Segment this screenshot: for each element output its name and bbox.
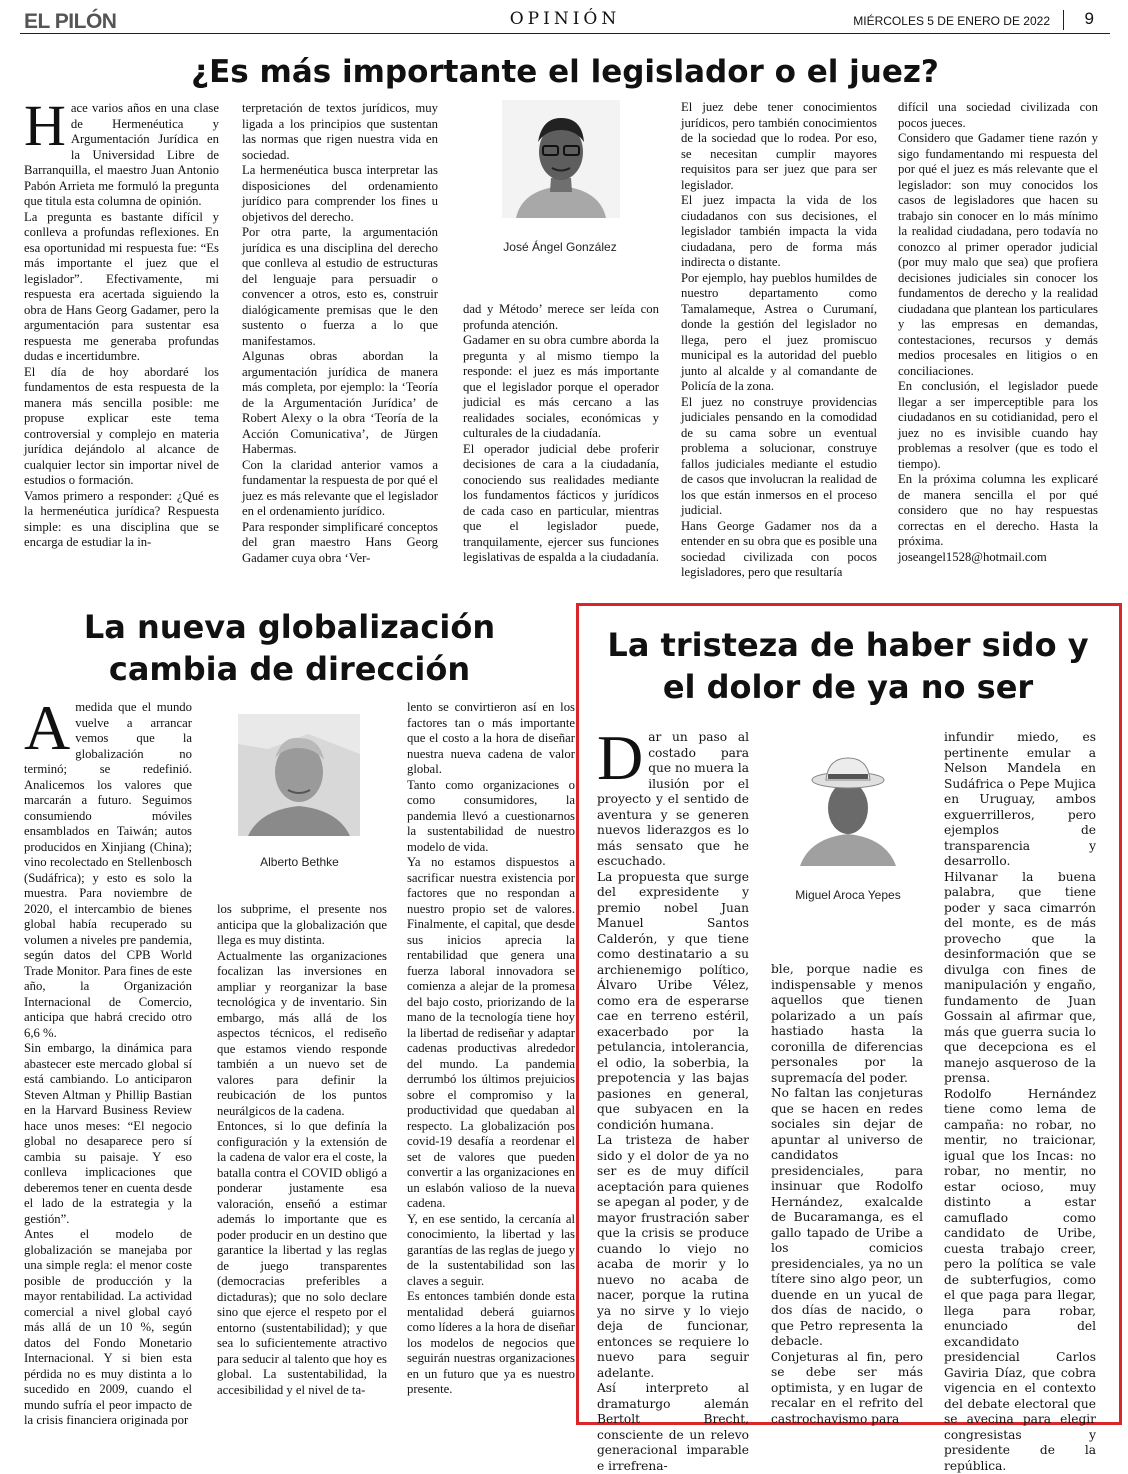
article-2-dropcap: A xyxy=(24,692,71,763)
page-number: 9 xyxy=(1084,9,1094,28)
article-1-column-5 xyxy=(898,100,1098,588)
article-1-column-3 xyxy=(463,302,659,588)
article-3-column-1 xyxy=(597,722,749,1473)
article-2-col2-text: los subprime, el presente nos anticipa que la globalización que llega es muy distinta. Actualmente las organizaciones focalizan las inversiones en ampliar y reorganizar la base tecnológica y de inventario. Sin embargo, más allá de los aspectos técnicos, el rediseño que estamos viendo responde también a un nuevo set de valores para definir la reubicación de los puntos neurálgicos de la cadena. Entonces, si lo que definía la configuración y la extensión de la cadena de valor era el coste, la batalla contra el COVID obligó a ponderar justamente esa valoración, enseñó a estimar además lo importante que es poder producir en un destino que garantice la libertad y las reglas de juego transparentes (democracias preferibles a dictaduras); que no solo declare sino que ejerce el respeto por el entorno (sustentabilidad); y que sea lo suficientemente atractivo para seducir al talento que hoy es global. La sustentabilidad, la accesibilidad y el nivel de ta- xyxy=(217,902,387,1397)
article-2-column-3 xyxy=(407,700,575,1422)
article-3-column-3 xyxy=(944,730,1096,1473)
article-2-col1-text: medida que el mundo vuelve a arrancar vemos que la globalización no terminó; se redefinió. Analicemos los valores que marcarán a futuro. Seguimos consumiendo móviles ensamblados en Taiwán; autos producidos en Xinjiang (China); vino recolectado en Stellenbosch (Sudáfrica); y esto es solo la muestra. Para noviembre de 2020, el intercambio de bienes global había recuperado su volumen a niveles pre pandemia, según datos del CPB World Trade Monitor. Para fines de este año, la Organización Internacional de Comercio, anticipa que habrá crecido otro 6,6 %. Sin embargo, la dinámica para abastecer este mercado global sí está cambiando. Lo anticiparon Steven Altman y Phillip Bastian en la Harvard Business Review hace unos meses: “El negocio global no desaparece pero sí cambia su paisaje. Y eso conlleva implicaciones que deberemos tener en cuenta desde el lado de la estrategia y la gestión”. Antes el modelo de globalización se manejaba por una simple regla: el menor coste posible de producción y la mayor rentabilidad. La actividad comercial a nivel global cayó más allá de un 10 %, según datos del Fondo Monetario Internacional. Y si bien esta pérdida no es muy distinta a lo sucedido en 2009, cuando el mundo sufría el peor impacto de la crisis financiera originada por xyxy=(24,700,192,1427)
article-2-author-photo xyxy=(238,714,360,836)
article-2-column-2 xyxy=(217,902,387,1422)
article-1-column-4 xyxy=(681,100,877,588)
article-3-col3-text: infundir miedo, es pertinente emular a Nelson Mandela en Sudáfrica o Pepe Mujica en Uruguay, ambos exguerrilleros, pero ejemplos de transparencia y desarrollo. Hilvanar la buena palabra, que tiene poder y saca cimarrón del monte, es de más provecho que la desinformación que se divulga con fines de manipulación y engaño, fundamento de Juan Gossain al afirmar que, más que guerra sucia lo que decepciona es el manejo asqueroso de la prensa. Rodolfo Hernández tiene como lema de campaña: no robar, no mentir, no traicionar, igual que los Incas: no robar, no mentir, no estar ocioso, muy distinto a estar camuflado como candidato de Uribe, cuesta trabajo creer, pero la política se vale de subterfugios, como el que paga para llegar, llega para robar, enunciado del excandidato presidencial Carlos Gaviria Díaz, que cobra vigencia en el contexto del debate electoral que se avecina para elegir congresistas y presidente de la república. xyxy=(944,730,1096,1473)
article-1-author-photo xyxy=(502,100,620,218)
masthead xyxy=(20,8,1110,34)
article-3-author-photo xyxy=(788,746,908,866)
newspaper-logo[interactable]: EL PILÓN xyxy=(24,10,117,33)
article-1-author-name: José Ángel González xyxy=(503,240,617,254)
article-2-col3-text: lento se convirtieron así en los factores tan o más importante que el costo a la hora de diseñar nuestra nueva cadena de valor global. Tanto como organizaciones o como consumidores, la pandemia llevó a cuestionarnos la sustentabilidad de nuestro modelo de vida. Ya no estamos dispuestos a sacrificar nuestra existencia por factores que no respondan a nuestro propio set de valores. Finalmente, el capital, que desde sus inicios aprecia la rentabilidad que genera una fuerza laboral innovadora se comienza a alejar de la promesa del bajo costo, priorizando de la mano de la tecnología tiene hoy la libertad de rediseñar y adaptar cadenas productivas alrededor del mundo. La pandemia derrumbó los últimos prejuicios sobre el compromiso y la productividad que quedaban al respecto. La globalización pos covid-19 desafía a reordenar el set de valores que pueden convertir a las organizaciones en un eslabón valioso de la nueva cadena. Y, en ese sentido, la cercanía al conocimiento, la libertad y las garantías de las reglas de juego y de la sustentabilidad son las claves a seguir. Es entonces también donde esta mentalidad deberá guiarnos como líderes a la hora de diseñar los modelos de negocios que seguirán nuestras organizaciones en un futuro que ya es nuestro presente. xyxy=(407,700,575,1396)
article-3-title: La tristeza de haber sido y el dolor de ya no ser xyxy=(607,626,1089,706)
article-3-author-name: Miguel Aroca Yepes xyxy=(795,888,901,902)
date-line: MIÉRCOLES 5 DE ENERO DE 2022 xyxy=(853,14,1050,28)
article-2-title: La nueva globalización cambia de dirección xyxy=(83,608,496,688)
section-title: OPINIÓN xyxy=(509,9,621,29)
article-1-column-1 xyxy=(24,93,219,589)
article-3-dropcap: D xyxy=(597,722,644,793)
article-3-col2-text: ble, porque nadie es indispensable y menos aquellos que tienen polarizado a un país hastiado hasta la coronilla de diferencias personales por la supremacía del poder. No faltan las conjeturas que se hacen en redes sociales sin dejar de apuntar al universo de candidatos presidenciales, para insinuar que Rodolfo Hernández, exalcalde de Bucaramanga, es el gallo tapado de Uribe a los comicios presidenciales, ya no un títere sino algo peor, un duende en un yucal de dos días de nacido, o que Petro representa la debacle. Conjeturas al fin, pero se debe ser más optimista, y en lugar de recalar en el refrito del castrochavismo para xyxy=(771,962,923,1426)
article-1-dropcap: H xyxy=(24,93,66,158)
article-1-col1-text: ace varios años en una clase de Hermenéutica y Argumentación Jurídica en la Universidad Libre de Barranquilla, el maestro Juan Antonio Pabón Arrieta me formuló la pregunta que titula esta columna de opinión. La pregunta es bastante difícil y conlleva a profundas reflexiones. En esa oportunidad mi respuesta fue: “Es más importante el juez que el legislador”. Efectivamente, mi respuesta era acertada siguiendo la obra de Hans Georg Gadamer, pero la argumentación para sustentar esa respuesta me generaba profundas dudas e incertidumbre. El día de hoy abordaré los fundamentos de esta respuesta de la manera más sencilla posible: me propuse explicar este tema controversial y complejo en materia jurídica dejándolo al alcance de cualquier lector sin importar nivel de estudios o formación. Vamos primero a responder: ¿Qué es la hermenéutica jurídica? Respuesta simple: es una disciplina que se encarga de estudiar la in- xyxy=(24,101,219,549)
article-1-column-2 xyxy=(242,101,438,565)
article-1-col5-text: difícil una sociedad civilizada con pocos jueces. Considero que Gadamer tiene razón y sigo fundamentando mi respuesta del por qué el juez es más relevante que el legislador: son muy conocidos los casos de legisladores que hacen su trabajo sin conocer en lo más mínimo la realidad ciudadana, pero todavía no conozco al primer operador judicial (por muy malo que sea) que profiera decisiones judiciales sin conocer los fundamentos de derecho y la realidad ciudadana que plantean los particulares y las empresas en demandas, contestaciones, recursos y demás medios procesales en litigios o en conciliaciones. En conclusión, el legislador puede llegar a ser imperceptible para los ciudadanos en su cotidianidad, pero el juez no es invisible cuando hay problemas a resolver (que es todo el tiempo). En la próxima columna les explicaré de manera sencilla el por qué considero que no hay respuestas correctas en el derecho. Hasta la próxima. joseangel1528@hotmail.com xyxy=(898,100,1098,564)
page-separator xyxy=(1063,10,1064,30)
article-3-col1-text: ar un paso al costado para que no muera la ilusión por el proyecto y el sentido de aventura y se generen nuevos liderazgos es lo más sensato que he escuchado. La propuesta que surge del expresidente y premio nobel Juan Manuel Santos Calderón, y que tiene como destinatario a su archienemigo político, Álvaro Uribe Vélez, como era de esperarse cae en terreno estéril, exacerbado por la petulancia, intolerancia, el odio, la soberbia, la prepotencia y las bajas pasiones en general, que subyacen en la condición humana. La tristeza de haber sido y el dolor de ya no ser es de muy difícil aceptación para quienes se apegan al poder, y de mayor frustración saber que la crisis se produce cuando lo viejo no acaba de morir y lo nuevo no acaba de nacer, porque la rutina ya no sirve y lo viejo deja de funcionar, entonces se requiere lo nuevo para seguir adelante. Así interpreto al dramaturgo alemán Bertolt Brecht, consciente de un relevo generacional imparable e irrefrena- xyxy=(597,730,749,1473)
article-1-col4-text: El juez debe tener conocimientos jurídicos, pero también conocimientos de la sociedad que lo rodea. Por eso, se necesitan cumplir mayores requisitos para ser juez que para ser legislador. El juez impacta la vida de los ciudadanos con sus decisiones, el legislador también impacta la vida ciudadana, pero de forma más indirecta o distante. Por ejemplo, hay pueblos humildes de nuestro departamento como Tamalameque, Astrea o Curumaní, donde la gestión del legislador no llega, pero el juez promiscuo municipal es la autoridad del pueblo junto al alcalde y al comandante de Policía de la zona. El juez no construye providencias judiciales pensando en la comodidad de su cama sobre un eventual problema a solucionar, construye fallos judiciales mediante el estudio de casos que involucran la realidad de los que están inmersos en el proceso judicial. Hans George Gadamer nos da a entender en su obra que es posible una sociedad civilizada con pocos legisladores, pero que resultaría xyxy=(681,100,877,579)
article-1-col2-text: terpretación de textos jurídicos, muy ligada a los principios que sustentan las normas que rigen nuestra vida en sociedad. La hermenéutica busca interpretar las disposiciones del ordenamiento jurídico para comprender los fines u objetivos del derecho. Por otra parte, la argumentación jurídica es una disciplina del derecho que conlleva al estudio de estructuras del lenguaje para persuadir o convencer a otros, esto es, construir dialógicamente premisas que le den sustento o fuerza a lo que manifestamos. Algunas obras abordan la argumentación jurídica de manera más completa, por ejemplo: la ‘Teoría de la Argumentación Jurídica’ de Robert Alexy o la obra ‘Teoría de la Acción Comunicativa’, de Jürgen Habermas. Con la claridad anterior vamos a fundamentar la respuesta de por qué el juez es más relevante que el legislador en el ordenamiento jurídico. Para responder simplificaré conceptos del gran maestro Hans Georg Gadamer cuya obra ‘Ver- xyxy=(242,101,438,565)
article-3-column-2 xyxy=(771,962,923,1426)
article-2-column-1 xyxy=(24,692,192,1427)
article-1-title: ¿Es más importante el legislador o el juez? xyxy=(191,54,939,90)
article-1-col3-text: dad y Método’ merece ser leída con profunda atención. Gadamer en su obra cumbre aborda la pregunta y al mismo tiempo la responde: el juez es más importante que el legislador porque el operador judicial es más cercano a las realidades sociales, económicas y culturales de la ciudadanía. El operador judicial debe proferir decisiones de cara a la ciudadanía, conociendo sus realidades mediante los fundamentos fácticos y jurídicos de cada caso en particular, mientras que el legislador puede, tranquilamente, ejercer sus funciones legislativas de espalda a la ciudadanía. xyxy=(463,302,659,564)
article-2-author-name: Alberto Bethke xyxy=(260,855,339,869)
